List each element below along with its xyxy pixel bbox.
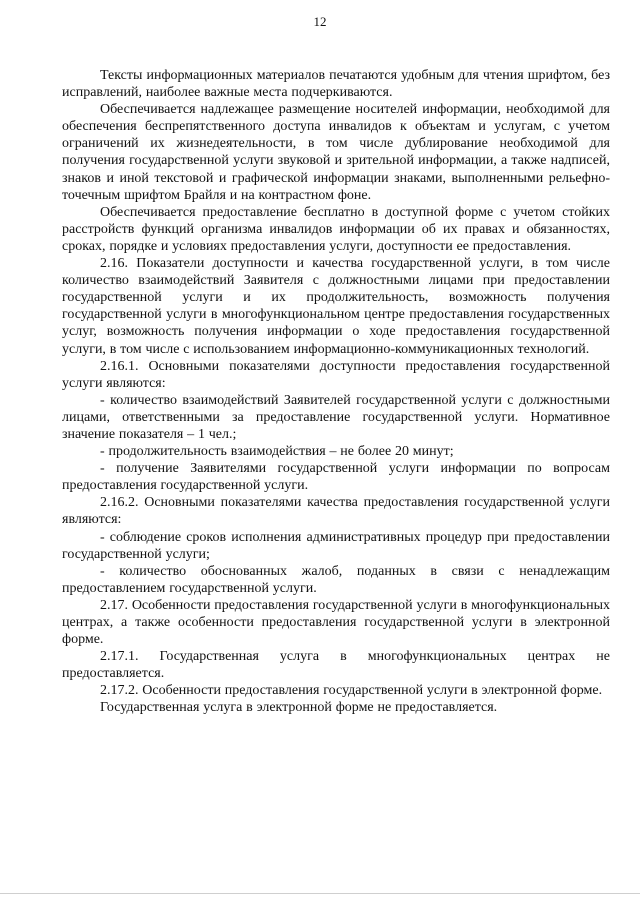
section-2-16-2-heading: 2.16.2. Основными показателями качества предоставления государственной услуги являются: [62,495,610,528]
paragraph-info-materials-font: Тексты информационных материалов печатаются удобным для чтения шрифтом, без исправлений, наиболее важные места подчеркиваются. [62,68,610,101]
paragraph-free-info-provision: Обеспечивается предоставление бесплатно в доступной форме с учетом стойких расстройств функций организма инвалидов информации об их правах и обязанностях, сроках, порядке и условиях предоставления услуги, доступности ее предоставления. [62,204,610,254]
list-item-info-receipt: - получение Заявителями государственной услуги информации по вопросам предоставления государственной услуги. [62,461,610,494]
section-2-16-heading: 2.16. Показатели доступности и качества государственной услуги, в том числе количество взаимодействий Заявителя с должностными лицами при предоставлении государственной услуги и их продолжительность, возможность получения государственной услуги в многофункциональном центре предоставления государственных услуг, возможность получения информации о ходе предоставления государственной услуги, в том числе с использованием информационно-коммуникационных технологий. [62,256,610,357]
bottom-edge-line [0,893,640,894]
section-2-17-1: 2.17.1. Государственная услуга в многофункциональных центрах не предоставляется. [62,649,610,682]
section-2-17-heading: 2.17. Особенности предоставления государственной услуги в многофункциональных центрах, а также особенности предоставления государственной услуги в электронной форме. [62,597,610,648]
list-item-interactions-count: - количество взаимодействий Заявителей государственной услуги с должностными лицами, ответственными за предоставление государственной услуги. Нормативное значение показателя – 1 чел.; [62,392,610,442]
page-number: 12 [313,14,327,29]
list-item-complaints-count: - количество обоснованных жалоб, поданных в связи с ненадлежащим предоставлением государственной услуги. [62,563,610,596]
paragraph-info-placement: Обеспечивается надлежащее размещение носителей информации, необходимой для обеспечения беспрепятственного доступа инвалидов к объектам и услугам, с учетом ограничений их жизнедеятельности, в том числе дублирование необходимой для получения государственной услуги звуковой и зрительной информации, а также надписей, знаков и иной текстовой и графической информации знаками, выполненными рельефно-точечным шрифтом Брайля и на контрастном фоне. [62,102,610,203]
list-item-deadlines-compliance: - соблюдение сроков исполнения административных процедур при предоставлении государственной услуги; [62,529,610,562]
document-body [62,67,610,717]
section-2-17-2: 2.17.2. Особенности предоставления государственной услуги в электронной форме. [100,683,603,699]
list-item-interaction-duration: - продолжительность взаимодействия – не более 20 минут; [100,444,454,460]
section-2-16-1-heading: 2.16.1. Основными показателями доступности предоставления государственной услуги являются: [62,358,610,391]
paragraph-electronic-not-provided: Государственная услуга в электронной форме не предоставляется. [100,700,498,716]
